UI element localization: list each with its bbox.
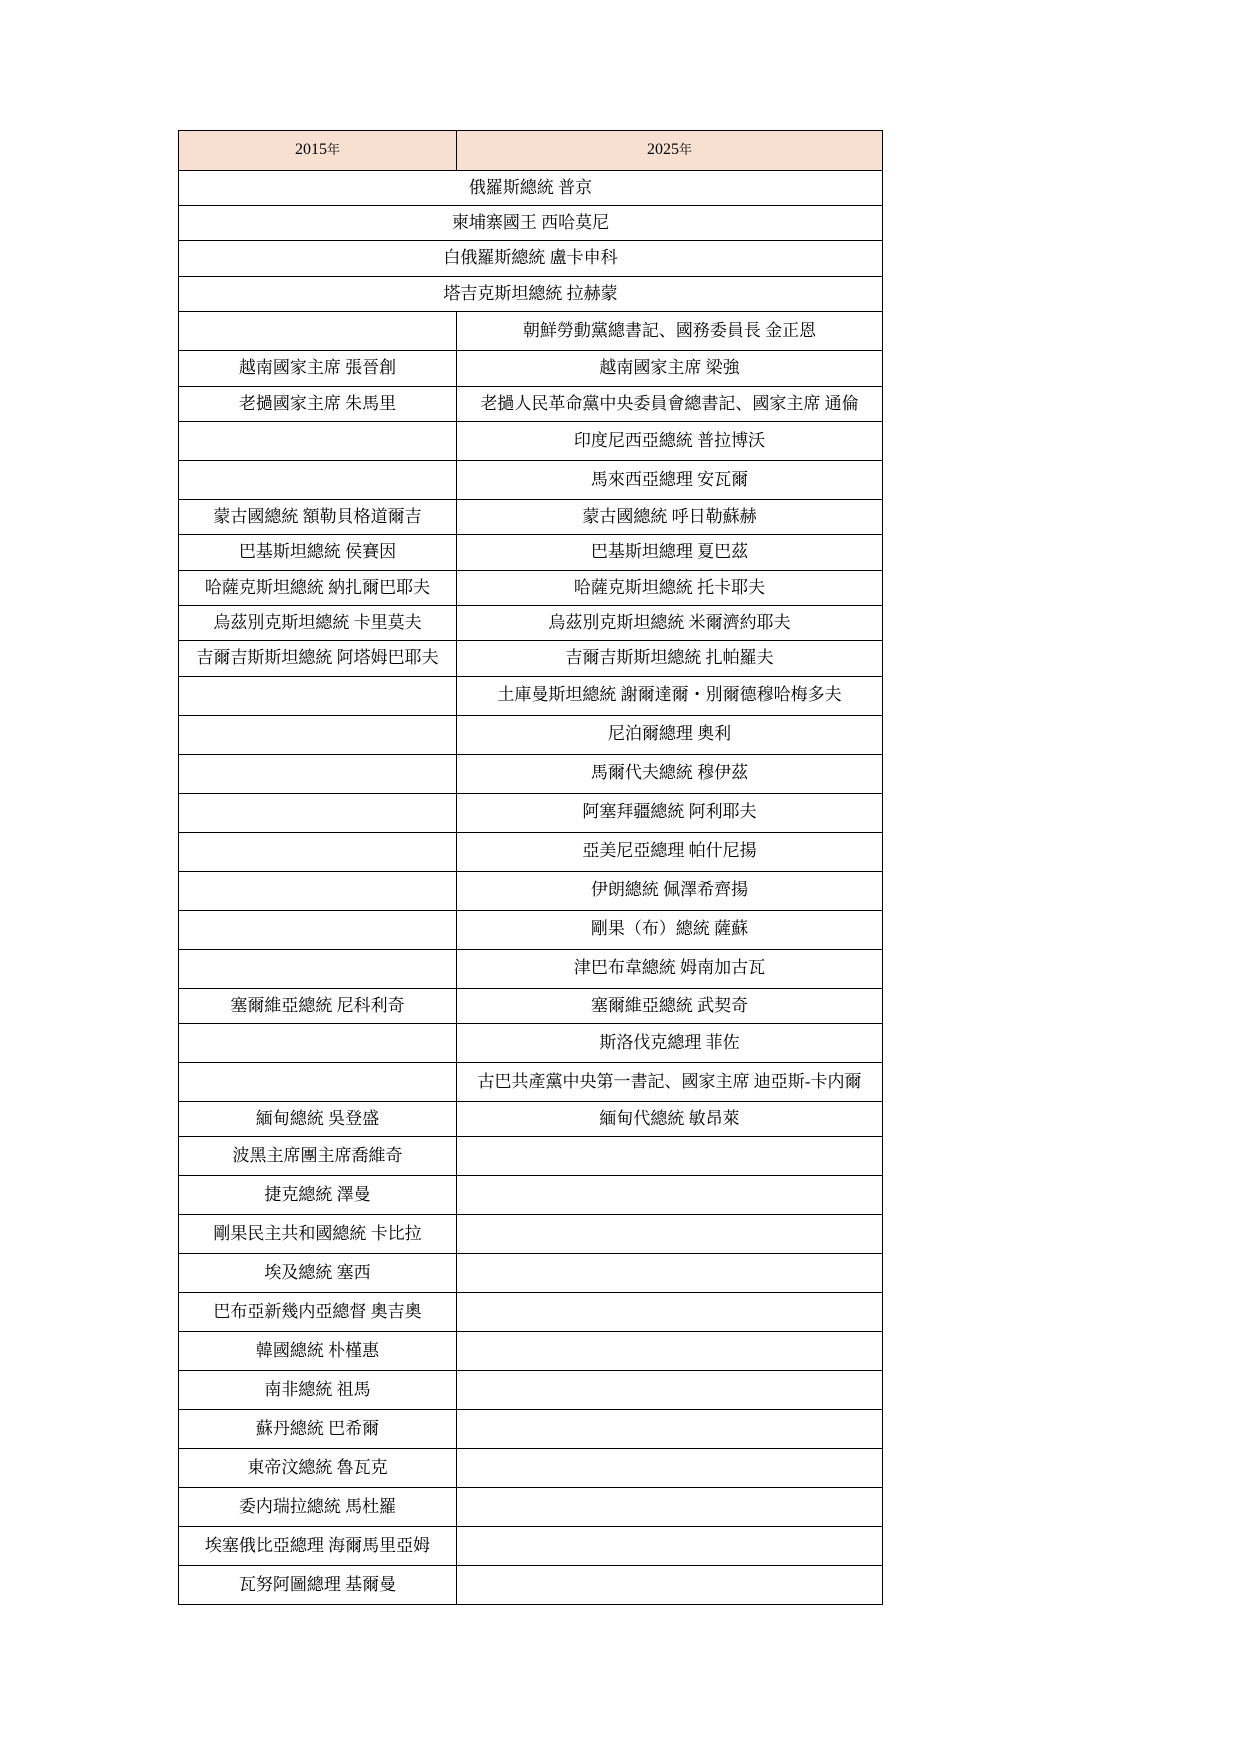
table-cell-2015 <box>179 676 457 715</box>
table-row <box>179 1137 883 1176</box>
table-cell-both-years: 柬埔寨國王 西哈莫尼 <box>179 206 883 241</box>
comparison-table <box>178 130 883 1605</box>
table-cell-2025: 塞爾維亞總統 武契奇 <box>457 988 883 1023</box>
table-cell-2015 <box>179 793 457 832</box>
table-cell-2025: 阿塞拜疆總統 阿利耶夫 <box>457 793 883 832</box>
table-row <box>179 351 883 386</box>
table-row <box>179 1371 883 1410</box>
table-cell-2025 <box>457 1254 883 1293</box>
table-row <box>179 910 883 949</box>
table-row <box>179 1566 883 1605</box>
table-row <box>179 421 883 460</box>
table-cell-2015 <box>179 871 457 910</box>
table-row <box>179 312 883 351</box>
table-cell-2025: 馬爾代夫總統 穆伊茲 <box>457 754 883 793</box>
table-row <box>179 1254 883 1293</box>
table-row <box>179 1293 883 1332</box>
table-cell-2015: 東帝汶總統 魯瓦克 <box>179 1449 457 1488</box>
table-row <box>179 241 883 276</box>
table-row <box>179 1101 883 1136</box>
table-cell-2015: 捷克總統 澤曼 <box>179 1176 457 1215</box>
table-cell-2025: 亞美尼亞總理 帕什尼揚 <box>457 832 883 871</box>
table-cell-2015: 烏茲別克斯坦總統 卡里莫夫 <box>179 605 457 640</box>
table-cell-2025: 蒙古國總統 呼日勒蘇赫 <box>457 499 883 534</box>
table-cell-2025 <box>457 1410 883 1449</box>
table-cell-2025: 吉爾吉斯斯坦總統 扎帕羅夫 <box>457 641 883 676</box>
table-cell-2025: 伊朗總統 佩澤希齊揚 <box>457 871 883 910</box>
table-row <box>179 499 883 534</box>
table-row <box>179 676 883 715</box>
table-cell-2015: 吉爾吉斯斯坦總統 阿塔姆巴耶夫 <box>179 641 457 676</box>
column-header-2015-year: 2015 <box>294 141 327 158</box>
column-header-2015 <box>179 131 457 171</box>
table-row <box>179 1488 883 1527</box>
table-row <box>179 1062 883 1101</box>
table-cell-2025: 斯洛伐克總理 菲佐 <box>457 1023 883 1062</box>
table-row <box>179 871 883 910</box>
table-row <box>179 535 883 570</box>
table-cell-2025: 朝鮮勞動黨總書記、國務委員長 金正恩 <box>457 312 883 351</box>
table-body <box>179 170 883 1604</box>
table-row <box>179 1332 883 1371</box>
table-cell-2025 <box>457 1137 883 1176</box>
table-row <box>179 754 883 793</box>
table-cell-2025 <box>457 1566 883 1605</box>
table-cell-2025: 津巴布韋總統 姆南加古瓦 <box>457 949 883 988</box>
table-row <box>179 1527 883 1566</box>
table-cell-2015: 塞爾維亞總統 尼科利奇 <box>179 988 457 1023</box>
table-cell-2025: 巴基斯坦總理 夏巴茲 <box>457 535 883 570</box>
table-cell-2015 <box>179 312 457 351</box>
table-cell-2015 <box>179 421 457 460</box>
column-header-2015-suffix: 年 <box>326 142 340 157</box>
table-cell-2015: 越南國家主席 張晉創 <box>179 351 457 386</box>
table-row <box>179 570 883 605</box>
table-cell-2015: 剛果民主共和國總統 卡比拉 <box>179 1215 457 1254</box>
column-header-2025-year: 2025 <box>646 141 679 158</box>
table-header <box>179 131 883 171</box>
table-cell-2025: 古巴共產黨中央第一書記、國家主席 迪亞斯-卡内爾 <box>457 1062 883 1101</box>
table-cell-2015 <box>179 460 457 499</box>
table-row <box>179 988 883 1023</box>
table-row <box>179 715 883 754</box>
table-cell-2025 <box>457 1371 883 1410</box>
table-cell-2025: 哈薩克斯坦總統 托卡耶夫 <box>457 570 883 605</box>
table-cell-2025 <box>457 1449 883 1488</box>
table-cell-2015 <box>179 910 457 949</box>
table-cell-both-years: 白俄羅斯總統 盧卡申科 <box>179 241 883 276</box>
table-cell-2015 <box>179 1062 457 1101</box>
table-cell-2015: 瓦努阿圖總理 基爾曼 <box>179 1566 457 1605</box>
table-cell-2015: 哈薩克斯坦總統 納扎爾巴耶夫 <box>179 570 457 605</box>
table-row <box>179 1176 883 1215</box>
table-row <box>179 1410 883 1449</box>
table-cell-2025 <box>457 1527 883 1566</box>
table-row <box>179 949 883 988</box>
table-cell-2015: 巴基斯坦總統 侯賽因 <box>179 535 457 570</box>
table-cell-2025: 印度尼西亞總統 普拉博沃 <box>457 421 883 460</box>
table-row <box>179 460 883 499</box>
table-cell-2015: 老撾國家主席 朱馬里 <box>179 386 457 421</box>
table-row <box>179 793 883 832</box>
table-row <box>179 206 883 241</box>
table-cell-2015: 埃塞俄比亞總理 海爾馬里亞姆 <box>179 1527 457 1566</box>
table-cell-2025: 剛果（布）總統 薩蘇 <box>457 910 883 949</box>
table-cell-2025 <box>457 1176 883 1215</box>
table-cell-2015: 埃及總統 塞西 <box>179 1254 457 1293</box>
comparison-table-container <box>178 130 882 1605</box>
table-cell-2015 <box>179 1023 457 1062</box>
table-cell-2015: 蒙古國總統 額勒貝格道爾吉 <box>179 499 457 534</box>
table-cell-both-years: 俄羅斯總統 普京 <box>179 170 883 205</box>
table-cell-2025: 緬甸代總統 敏昂萊 <box>457 1101 883 1136</box>
table-cell-2015 <box>179 832 457 871</box>
table-cell-2025: 土庫曼斯坦總統 謝爾達爾・別爾德穆哈梅多夫 <box>457 676 883 715</box>
table-cell-2015: 韓國總統 朴槿惠 <box>179 1332 457 1371</box>
table-cell-2015: 蘇丹總統 巴希爾 <box>179 1410 457 1449</box>
table-cell-2015 <box>179 715 457 754</box>
column-header-2025-suffix: 年 <box>678 142 692 157</box>
table-row <box>179 605 883 640</box>
table-cell-2015: 波黑主席團主席喬維奇 <box>179 1137 457 1176</box>
table-row <box>179 1215 883 1254</box>
table-cell-2025: 馬來西亞總理 安瓦爾 <box>457 460 883 499</box>
table-row <box>179 832 883 871</box>
table-cell-2025: 老撾人民革命黨中央委員會總書記、國家主席 通倫 <box>457 386 883 421</box>
table-cell-2015 <box>179 754 457 793</box>
table-row <box>179 1023 883 1062</box>
column-header-2025 <box>457 131 883 171</box>
table-cell-2025 <box>457 1215 883 1254</box>
table-cell-2015 <box>179 949 457 988</box>
table-row <box>179 386 883 421</box>
table-cell-2015: 委内瑞拉總統 馬杜羅 <box>179 1488 457 1527</box>
table-cell-2015: 緬甸總統 吳登盛 <box>179 1101 457 1136</box>
table-cell-2015: 南非總統 祖馬 <box>179 1371 457 1410</box>
table-row <box>179 276 883 311</box>
table-cell-2025 <box>457 1332 883 1371</box>
table-cell-2025 <box>457 1293 883 1332</box>
table-row <box>179 170 883 205</box>
table-row <box>179 641 883 676</box>
table-header-row <box>179 131 883 171</box>
table-cell-2015: 巴布亞新幾内亞總督 奧吉奧 <box>179 1293 457 1332</box>
table-row <box>179 1449 883 1488</box>
table-cell-2025 <box>457 1488 883 1527</box>
table-cell-both-years: 塔吉克斯坦總統 拉赫蒙 <box>179 276 883 311</box>
table-cell-2025: 烏茲別克斯坦總統 米爾濟約耶夫 <box>457 605 883 640</box>
table-cell-2025: 尼泊爾總理 奧利 <box>457 715 883 754</box>
table-cell-2025: 越南國家主席 梁強 <box>457 351 883 386</box>
